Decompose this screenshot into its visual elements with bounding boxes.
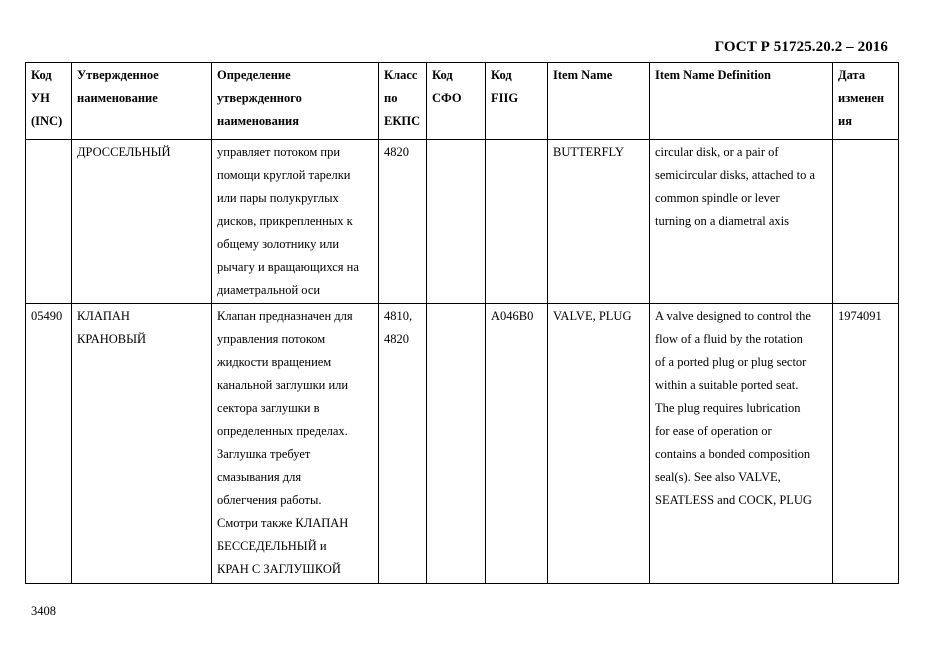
cell-change-date: [833, 304, 899, 584]
text-line: Код: [31, 68, 52, 82]
page-number: 3408: [31, 604, 56, 618]
text-line: SEATLESS and COCK, PLUG: [655, 493, 812, 507]
cell-class: [379, 304, 427, 584]
text-line: Item Name: [553, 68, 613, 82]
text-line: semicircular disks, attached to a: [655, 168, 816, 182]
text-line: 4820: [384, 332, 409, 346]
text-line: Код: [432, 68, 453, 82]
cell-approved-name: [72, 304, 212, 584]
text-line: Смотри также КЛАПАН: [217, 516, 349, 530]
text-line: сектора заглушки в: [217, 401, 320, 415]
text-line: of a ported plug or plug sector: [655, 355, 807, 369]
text-line: turning on a diametral axis: [655, 214, 789, 228]
text-line: управления потоком: [217, 332, 326, 346]
text-line: (INC): [31, 114, 63, 128]
col-header-class: [379, 63, 427, 140]
table-row: [26, 304, 899, 584]
text-line: КЛАПАН: [77, 309, 130, 323]
cell-sfo-code: [427, 304, 486, 584]
text-line: по: [384, 91, 398, 105]
cell-fiig-code: [486, 140, 548, 304]
text-line: Item Name Definition: [655, 68, 771, 82]
text-line: within a suitable ported seat.: [655, 378, 799, 392]
text-line: Дата: [838, 68, 866, 82]
text-line: наименование: [77, 91, 158, 105]
text-line: дисков, прикрепленных к: [217, 214, 353, 228]
text-line: A valve designed to control the: [655, 309, 811, 323]
cell-item-name-definition: [650, 140, 833, 304]
text-line: common spindle or lever: [655, 191, 780, 205]
text-line: определенных пределах.: [217, 424, 348, 438]
cell-class: [379, 140, 427, 304]
text-line: или пары полукруглых: [217, 191, 339, 205]
cell-item-name-definition: [650, 304, 833, 584]
col-header-fiig-code: [486, 63, 548, 140]
text-line: СФО: [432, 91, 462, 105]
cell-inc-code: [26, 140, 72, 304]
text-line: КРАНОВЫЙ: [77, 332, 147, 346]
cell-item-name: [548, 304, 650, 584]
text-line: Заглушка требует: [217, 447, 311, 461]
text-line: наименования: [217, 114, 300, 128]
text-line: канальной заглушки или: [217, 378, 349, 392]
text-line: VALVE, PLUG: [553, 309, 632, 323]
text-line: утвержденного: [217, 91, 302, 105]
col-header-item-name: [548, 63, 650, 140]
text-line: диаметральной оси: [217, 283, 321, 297]
cell-sfo-code: [427, 140, 486, 304]
text-line: Определение: [217, 68, 291, 82]
text-line: общему золотнику или: [217, 237, 340, 251]
col-header-name-definition: [212, 63, 379, 140]
text-line: 1974091: [838, 309, 882, 323]
text-line: изменен: [838, 91, 885, 105]
text-line: управляет потоком при: [217, 145, 341, 159]
document-code: ГОСТ Р 51725.20.2 – 2016: [714, 39, 888, 55]
text-line: Клапан предназначен для: [217, 309, 353, 323]
text-line: жидкости вращением: [217, 355, 332, 369]
text-line: облегчения работы.: [217, 493, 322, 507]
table-header-row: [26, 63, 899, 140]
text-line: 05490: [31, 309, 63, 323]
col-header-sfo-code: [427, 63, 486, 140]
text-line: 4820: [384, 145, 409, 159]
col-header-approved-name: [72, 63, 212, 140]
cell-name-definition: [212, 304, 379, 584]
item-names-table: [25, 62, 899, 584]
text-line: помощи круглой тарелки: [217, 168, 351, 182]
cell-fiig-code: [486, 304, 548, 584]
text-line: flow of a fluid by the rotation: [655, 332, 803, 346]
text-line: рычагу и вращающихся на: [217, 260, 359, 274]
text-line: ДРОССЕЛЬНЫЙ: [77, 145, 171, 159]
text-line: FIIG: [491, 91, 519, 105]
text-line: 4810,: [384, 309, 413, 323]
text-line: БЕССЕДЕЛЬНЫЙ и: [217, 539, 327, 553]
text-line: ия: [838, 114, 852, 128]
text-line: КРАН С ЗАГЛУШКОЙ: [217, 562, 341, 576]
cell-name-definition: [212, 140, 379, 304]
table-row: [26, 140, 899, 304]
col-header-inc-code: [26, 63, 72, 140]
text-line: BUTTERFLY: [553, 145, 624, 159]
text-line: seal(s). See also VALVE,: [655, 470, 781, 484]
text-line: for ease of operation or: [655, 424, 772, 438]
text-line: contains a bonded composition: [655, 447, 811, 461]
text-line: Код: [491, 68, 512, 82]
text-line: УН: [31, 91, 50, 105]
text-line: The plug requires lubrication: [655, 401, 801, 415]
text-line: Утвержденное: [77, 68, 159, 82]
text-line: ЕКПС: [384, 114, 421, 128]
cell-change-date: [833, 140, 899, 304]
text-line: смазывания для: [217, 470, 302, 484]
col-header-item-name-definition: [650, 63, 833, 140]
text-line: Класс: [384, 68, 418, 82]
text-line: circular disk, or a pair of: [655, 145, 779, 159]
text-line: A046B0: [491, 309, 534, 323]
cell-inc-code: [26, 304, 72, 584]
cell-approved-name: [72, 140, 212, 304]
col-header-change-date: [833, 63, 899, 140]
cell-item-name: [548, 140, 650, 304]
